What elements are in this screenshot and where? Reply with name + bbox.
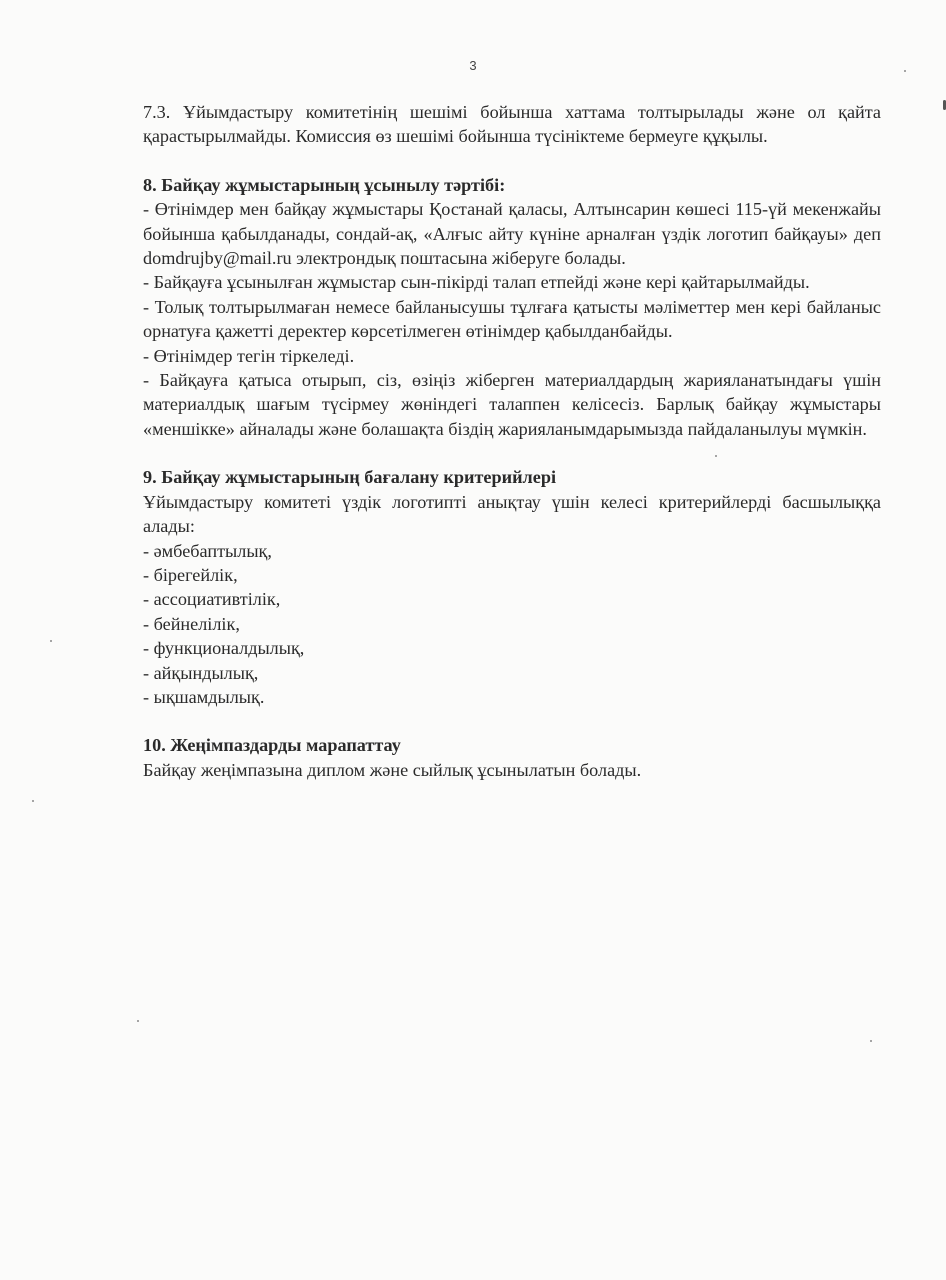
scan-speck <box>50 640 52 642</box>
spacer <box>143 149 881 173</box>
section-9-intro: Ұйымдастыру комитеті үздік логотипті анықтау үшін келесі критерийлерді басшылыққа алады: <box>143 491 881 537</box>
section-8-item: - Байқауға қатыса отырып, сіз, өзіңіз жіберген материалдардың жарияланатындағы үшін материалдық шағым түсірмеу жөніндегі талаппен келісесіз. Барлық байқау жұмыстары «меншікке» айналады және болашақта біздің жарияланымдарымызда пайдаланылуы мүмкін. <box>143 370 881 439</box>
page-number: 3 <box>469 58 477 73</box>
section-8-item: - Байқауға ұсынылған жұмыстар сын-пікірді талап етпейді және кері қайтарылмайды. <box>143 272 810 293</box>
spacer <box>143 441 881 465</box>
scan-speck <box>137 1020 139 1022</box>
section-9-heading: 9. Байқау жұмыстарының бағалану критерийлері <box>143 467 557 488</box>
criteria-item: - функционалдылық, <box>143 638 305 659</box>
criteria-item: - ассоциативтілік, <box>143 589 281 610</box>
scan-speck <box>904 70 906 72</box>
criteria-item: - айқындылық, <box>143 662 259 683</box>
section-10-text: Байқау жеңімпазына диплом және сыйлық ұсынылатын болады. <box>143 759 642 780</box>
criteria-item: - бірегейлік, <box>143 564 238 585</box>
criteria-item: - бейнелілік, <box>143 613 240 634</box>
document-body <box>143 100 881 782</box>
scan-speck <box>715 455 717 457</box>
section-7-paragraph: 7.3. Ұйымдастыру комитетінің шешімі бойынша хаттама толтырылады және ол қайта қарастырылмайды. Комиссия өз шешімі бойынша түсініктеме бермеуге құқылы. <box>143 102 881 147</box>
section-10-heading: 10. Жеңімпаздарды марапаттау <box>143 735 401 756</box>
scan-speck <box>32 800 34 802</box>
section-8-item: - Өтінімдер тегін тіркеледі. <box>143 345 355 366</box>
scan-speck <box>870 1040 872 1042</box>
section-8-item: - Толық толтырылмаған немесе байланысушы тұлғаға қатысты мәліметтер мен кері байланыс орнатуға қажетті деректер көрсетілмеген өтінімдер қабылданбайды. <box>143 296 881 342</box>
section-8-heading: 8. Байқау жұмыстарының ұсынылу тәртібі: <box>143 174 506 195</box>
criteria-item: - әмбебаптылық, <box>143 540 272 561</box>
section-8-item: - Өтінімдер мен байқау жұмыстары Қостанай қаласы, Алтынсарин көшесі 115-үй мекенжайы бойынша қабылданады, сондай-ақ, «Алғыс айту күніне арналған үздік логотип байқауы» деп domdrujby@mail.ru электрондық поштасына жіберуге болады. <box>143 199 881 269</box>
spacer <box>143 709 881 733</box>
criteria-item: - ықшамдылық. <box>143 686 265 707</box>
